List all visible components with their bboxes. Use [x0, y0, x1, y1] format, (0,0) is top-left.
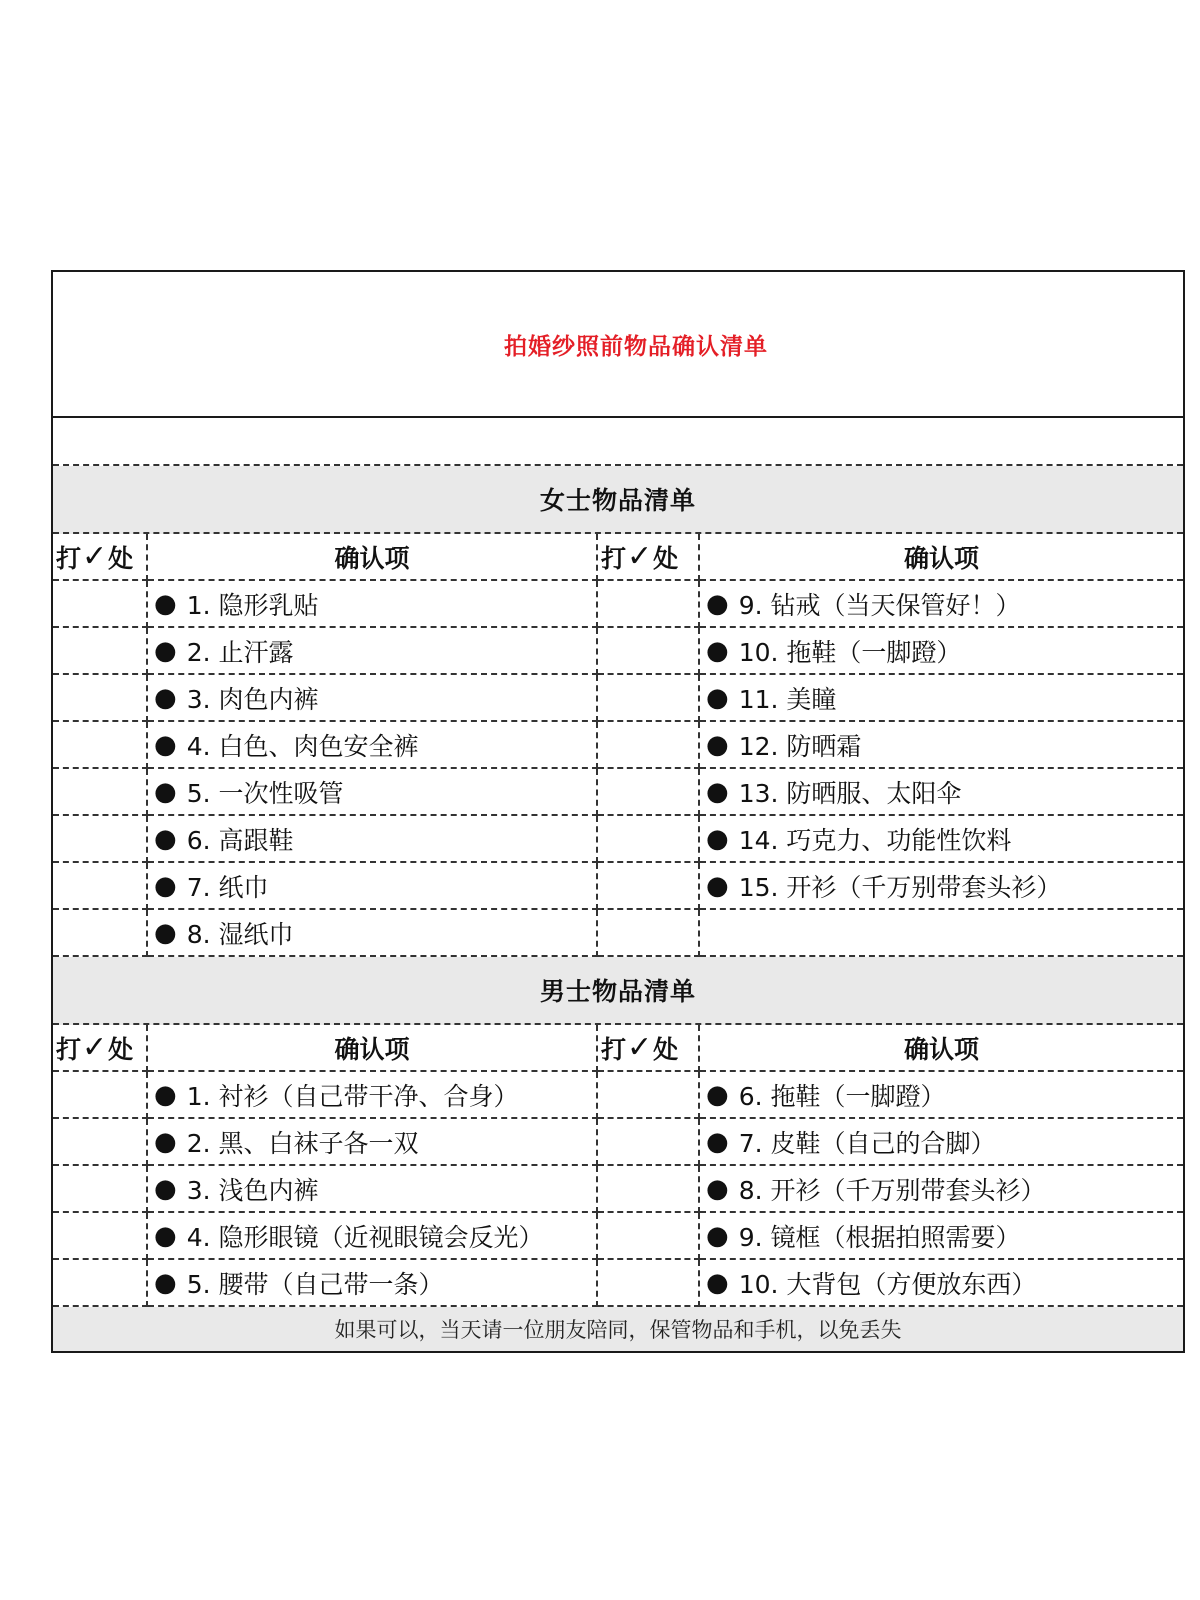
check-box-cell[interactable]: [53, 1072, 148, 1119]
check-label-suffix: 处: [108, 543, 133, 573]
check-box-cell[interactable]: [53, 628, 148, 675]
check-box-cell[interactable]: [598, 1260, 700, 1307]
bullet-icon: ●: [154, 917, 177, 948]
check-box-cell[interactable]: [598, 675, 700, 722]
page-title: 拍婚纱照前物品确认清单: [504, 333, 768, 360]
item-label: 9. 镜框（根据拍照需要）: [738, 1222, 1021, 1252]
check-label-suffix: 处: [108, 1034, 133, 1064]
item-label: 1. 衬衫（自己带干净、合身）: [186, 1081, 519, 1111]
checklist-item: [148, 910, 598, 957]
check-box-cell[interactable]: [598, 1072, 700, 1119]
checkmark-icon: ✓: [82, 1030, 107, 1065]
checklist-item: [700, 675, 1183, 722]
item-label: 12. 防晒霜: [738, 731, 862, 761]
bullet-icon: ●: [706, 729, 729, 760]
checklist-item: [700, 769, 1183, 816]
check-column-header: [53, 534, 148, 581]
check-label-prefix: 打: [601, 1034, 626, 1064]
checklist-item: [148, 1072, 598, 1119]
checklist-item: [700, 863, 1183, 910]
item-label: 14. 巧克力、功能性饮料: [738, 825, 1012, 855]
item-label: 13. 防晒服、太阳伞: [738, 778, 962, 808]
bullet-icon: ●: [154, 1220, 177, 1251]
bullet-icon: ●: [154, 870, 177, 901]
check-column-header: [598, 534, 700, 581]
check-box-cell[interactable]: [53, 581, 148, 628]
bullet-icon: ●: [154, 823, 177, 854]
checklist-item: [700, 1213, 1183, 1260]
bullet-icon: ●: [706, 635, 729, 666]
check-box-cell[interactable]: [598, 769, 700, 816]
checklist-item: [148, 769, 598, 816]
check-box-cell[interactable]: [53, 1213, 148, 1260]
checklist-item: [700, 628, 1183, 675]
bullet-icon: ●: [706, 823, 729, 854]
item-label: 7. 皮鞋（自己的合脚）: [738, 1128, 996, 1158]
checklist-item: [700, 1166, 1183, 1213]
bullet-icon: ●: [154, 1173, 177, 1204]
footer-note: 如果可以，当天请一位朋友陪同，保管物品和手机，以免丢失: [53, 1307, 1183, 1351]
item-label: 2. 黑、白袜子各一双: [186, 1128, 419, 1158]
checklist-sheet: [51, 270, 1185, 1353]
bullet-icon: ●: [154, 588, 177, 619]
title-row: [53, 272, 1183, 418]
check-box-cell[interactable]: [53, 675, 148, 722]
checklist-item: [148, 1213, 598, 1260]
item-label: 6. 拖鞋（一脚蹬）: [738, 1081, 946, 1111]
confirm-column-header: 确认项: [700, 1025, 1183, 1072]
checkmark-icon: ✓: [627, 539, 652, 574]
bullet-icon: ●: [706, 1220, 729, 1251]
women-section-header: 女士物品清单: [53, 466, 1183, 534]
item-label: 5. 一次性吸管: [186, 778, 344, 808]
bullet-icon: ●: [706, 870, 729, 901]
check-box-cell[interactable]: [598, 863, 700, 910]
checkmark-icon: ✓: [627, 1030, 652, 1065]
item-label: 4. 白色、肉色安全裤: [186, 731, 419, 761]
bullet-icon: ●: [706, 1267, 729, 1298]
check-label-prefix: 打: [56, 1034, 81, 1064]
women-checklist-table: [53, 534, 1183, 957]
bullet-icon: ●: [154, 776, 177, 807]
item-label: 4. 隐形眼镜（近视眼镜会反光）: [186, 1222, 544, 1252]
bullet-icon: ●: [154, 1126, 177, 1157]
bullet-icon: ●: [154, 1267, 177, 1298]
item-label: 9. 钻戒（当天保管好！）: [738, 590, 1021, 620]
confirm-column-header: 确认项: [148, 534, 598, 581]
item-label: 8. 湿纸巾: [186, 919, 294, 949]
check-box-cell[interactable]: [598, 581, 700, 628]
bullet-icon: ●: [706, 682, 729, 713]
bullet-icon: ●: [706, 1126, 729, 1157]
check-box-cell[interactable]: [598, 1213, 700, 1260]
bullet-icon: ●: [154, 682, 177, 713]
item-label: 10. 大背包（方便放东西）: [738, 1269, 1037, 1299]
checklist-item: [700, 1072, 1183, 1119]
check-box-cell[interactable]: [598, 910, 700, 957]
check-box-cell[interactable]: [53, 769, 148, 816]
item-label: 7. 纸巾: [186, 872, 269, 902]
item-label: 1. 隐形乳贴: [186, 590, 319, 620]
men-section-header: 男士物品清单: [53, 957, 1183, 1025]
check-box-cell[interactable]: [53, 1166, 148, 1213]
checkmark-icon: ✓: [82, 539, 107, 574]
men-checklist-table: [53, 1025, 1183, 1307]
checklist-item: [148, 628, 598, 675]
checklist-item: [148, 863, 598, 910]
check-box-cell[interactable]: [53, 816, 148, 863]
bullet-icon: ●: [706, 1173, 729, 1204]
checklist-item: [148, 1119, 598, 1166]
check-column-header: [598, 1025, 700, 1072]
confirm-column-header: 确认项: [148, 1025, 598, 1072]
checklist-item: [148, 1260, 598, 1307]
item-label: 5. 腰带（自己带一条）: [186, 1269, 444, 1299]
check-box-cell[interactable]: [598, 1166, 700, 1213]
item-label: 10. 拖鞋（一脚蹬）: [738, 637, 962, 667]
bullet-icon: ●: [706, 776, 729, 807]
checklist-item: [148, 722, 598, 769]
check-box-cell[interactable]: [53, 1119, 148, 1166]
checklist-item: [148, 816, 598, 863]
checklist-item: [700, 910, 1183, 957]
bullet-icon: ●: [154, 729, 177, 760]
check-label-suffix: 处: [653, 543, 678, 573]
item-label: 11. 美瞳: [738, 684, 837, 714]
check-box-cell[interactable]: [598, 816, 700, 863]
check-box-cell[interactable]: [53, 910, 148, 957]
bullet-icon: ●: [706, 1079, 729, 1110]
item-label: 15. 开衫（千万别带套头衫）: [738, 872, 1062, 902]
checklist-item: [148, 581, 598, 628]
check-label-prefix: 打: [56, 543, 81, 573]
checklist-item: [700, 816, 1183, 863]
checklist-item: [700, 1260, 1183, 1307]
check-box-cell[interactable]: [598, 628, 700, 675]
check-box-cell[interactable]: [53, 1260, 148, 1307]
checklist-item: [700, 1119, 1183, 1166]
bullet-icon: ●: [154, 635, 177, 666]
item-label: 2. 止汗露: [186, 637, 294, 667]
confirm-column-header: 确认项: [700, 534, 1183, 581]
check-box-cell[interactable]: [53, 722, 148, 769]
check-label-prefix: 打: [601, 543, 626, 573]
checklist-item: [148, 1166, 598, 1213]
item-label: 3. 肉色内裤: [186, 684, 319, 714]
check-box-cell[interactable]: [598, 1119, 700, 1166]
bullet-icon: ●: [706, 588, 729, 619]
checklist-item: [148, 675, 598, 722]
check-box-cell[interactable]: [53, 863, 148, 910]
item-label: 8. 开衫（千万别带套头衫）: [738, 1175, 1046, 1205]
check-label-suffix: 处: [653, 1034, 678, 1064]
checklist-item: [700, 581, 1183, 628]
item-label: 6. 高跟鞋: [186, 825, 294, 855]
checklist-item: [700, 722, 1183, 769]
check-column-header: [53, 1025, 148, 1072]
item-label: 3. 浅色内裤: [186, 1175, 319, 1205]
bullet-icon: ●: [154, 1079, 177, 1110]
check-box-cell[interactable]: [598, 722, 700, 769]
blank-row: [53, 418, 1183, 466]
